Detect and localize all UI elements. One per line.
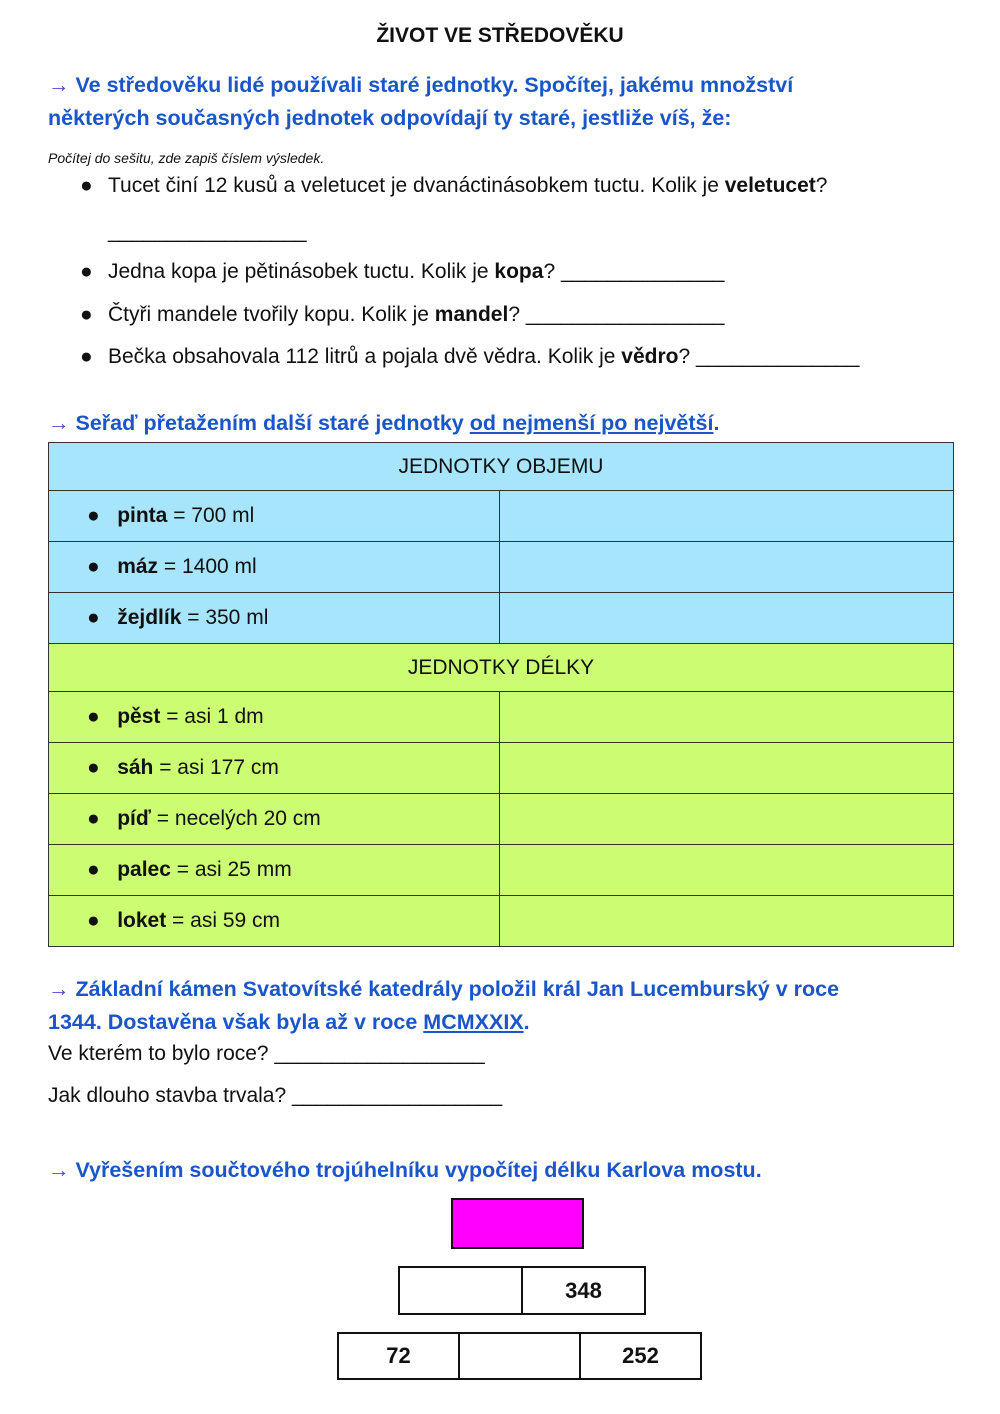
arrow-icon: → xyxy=(48,977,70,1001)
question-mark: ? xyxy=(543,260,561,283)
heading-text: Základní kámen Svatovítské katedrály položil král Jan Lucemburský v roce xyxy=(75,977,840,1001)
table-row xyxy=(49,692,954,743)
heading-text: Ve středověku lidé používali staré jednotky. Spočítej, jakému množství xyxy=(75,73,794,97)
question-year xyxy=(48,1042,485,1066)
question-kopa xyxy=(80,260,724,284)
bullet-icon: ● xyxy=(80,174,93,197)
answer-blank-duration[interactable]: __________________ xyxy=(291,1084,503,1107)
question-vedro xyxy=(80,345,859,369)
unit-card-palec[interactable]: ● palec = asi 25 mm xyxy=(49,845,500,896)
unit-value: = asi 1 dm xyxy=(160,705,264,728)
question-text: Jak dlouho stavba trvala? xyxy=(48,1084,292,1107)
unit-value: = necelých 20 cm xyxy=(150,807,321,830)
answer-blank-vedro[interactable]: ______________ xyxy=(695,345,860,368)
unit-name: máz xyxy=(117,555,159,578)
arrow-icon: → xyxy=(48,73,70,97)
question-keyword: vědro xyxy=(621,345,679,368)
triangle-bottom-right: 252 xyxy=(579,1332,702,1380)
unit-card-pinta[interactable]: ● pinta = 700 ml xyxy=(49,491,500,542)
units-table xyxy=(48,442,954,947)
arrow-icon: → xyxy=(48,411,70,435)
bullet-icon: ● xyxy=(80,260,93,283)
unit-name: žejdlík xyxy=(117,606,182,629)
question-veletucet xyxy=(80,174,827,198)
triangle-middle-left[interactable] xyxy=(398,1266,523,1315)
length-header: JEDNOTKY DÉLKY xyxy=(49,644,954,692)
question-mark: ? xyxy=(508,303,526,326)
question-text: Tucet činí 12 kusů a veletucet je dvanáctinásobkem tuctu. Kolik je xyxy=(108,174,725,197)
section4-heading xyxy=(48,1154,762,1187)
heading-period: . xyxy=(713,411,720,435)
question-text: Bečka obsahovala 112 litrů a pojala dvě vědra. Kolik je xyxy=(108,345,622,368)
drop-slot[interactable] xyxy=(500,743,954,794)
unit-name: sáh xyxy=(117,756,154,779)
unit-name: palec xyxy=(117,858,171,881)
unit-value: = 700 ml xyxy=(167,504,255,527)
unit-card-pid[interactable]: ● píď = necelých 20 cm xyxy=(49,794,500,845)
triangle-middle-right: 348 xyxy=(521,1266,646,1315)
volume-header: JEDNOTKY OBJEMU xyxy=(49,443,954,491)
triangle-bottom-middle[interactable] xyxy=(458,1332,581,1380)
drop-slot[interactable] xyxy=(500,845,954,896)
question-mark: ? xyxy=(815,174,828,197)
question-duration xyxy=(48,1084,502,1108)
table-row xyxy=(49,491,954,542)
unit-name: loket xyxy=(117,909,167,932)
heading-text: některých současných jednotek odpovídají ty staré, jestliže víš, že: xyxy=(48,106,732,130)
unit-value: = 1400 ml xyxy=(158,555,257,578)
table-row xyxy=(49,794,954,845)
question-keyword: veletucet xyxy=(724,174,816,197)
heading-underlined-text: MCMXXIX xyxy=(423,1010,524,1034)
heading-underlined-text: od nejmenší po největší xyxy=(469,411,714,435)
drop-slot[interactable] xyxy=(500,542,954,593)
question-text: Ve kterém to bylo roce? xyxy=(48,1042,275,1065)
arrow-icon: → xyxy=(48,1158,70,1182)
answer-blank-kopa[interactable]: ______________ xyxy=(560,260,725,283)
answer-blank-year[interactable]: __________________ xyxy=(274,1042,485,1065)
drop-slot[interactable] xyxy=(500,692,954,743)
unit-name: pinta xyxy=(117,504,168,527)
table-row xyxy=(49,896,954,947)
question-keyword: mandel xyxy=(434,303,509,326)
question-text: Čtyři mandele tvořily kopu. Kolik je xyxy=(108,303,435,326)
unit-name: píď xyxy=(117,807,151,830)
drop-slot[interactable] xyxy=(500,491,954,542)
drop-slot[interactable] xyxy=(500,896,954,947)
table-row xyxy=(49,593,954,644)
heading-text: Seřaď přetažením další staré jednotky xyxy=(75,411,470,435)
unit-card-loket[interactable]: ● loket = asi 59 cm xyxy=(49,896,500,947)
bullet-icon: ● xyxy=(80,303,93,326)
unit-card-pest[interactable]: ● pěst = asi 1 dm xyxy=(49,692,500,743)
section2-heading xyxy=(48,407,719,440)
unit-card-sah[interactable]: ● sáh = asi 177 cm xyxy=(49,743,500,794)
heading-period: . xyxy=(523,1010,530,1034)
drop-slot[interactable] xyxy=(500,593,954,644)
unit-value: = asi 177 cm xyxy=(153,756,279,779)
unit-card-maz[interactable]: ● máz = 1400 ml xyxy=(49,542,500,593)
question-mark: ? xyxy=(678,345,696,368)
unit-card-zejdlik[interactable]: ● žejdlík = 350 ml xyxy=(49,593,500,644)
unit-value: = asi 59 cm xyxy=(166,909,281,932)
question-text: Jedna kopa je pětinásobek tuctu. Kolik je xyxy=(108,260,495,283)
section3-heading xyxy=(48,973,839,1039)
question-mandel xyxy=(80,303,724,327)
section1-heading xyxy=(48,69,793,135)
unit-value: = 350 ml xyxy=(181,606,269,629)
answer-blank-veletucet[interactable]: _________________ xyxy=(108,220,307,243)
answer-blank-mandel[interactable]: _________________ xyxy=(525,303,725,326)
table-row xyxy=(49,845,954,896)
instruction-note: Počítej do sešitu, zde zapiš číslem výsledek. xyxy=(48,150,325,166)
heading-text: 1344. Dostavěna však byla až v roce xyxy=(48,1010,424,1034)
table-row xyxy=(49,743,954,794)
page-title: ŽIVOT VE STŘEDOVĚKU xyxy=(376,24,624,47)
drop-slot[interactable] xyxy=(500,794,954,845)
heading-text: Vyřešením součtového trojúhelníku vypočítej délku Karlova mostu. xyxy=(75,1158,762,1182)
bullet-icon: ● xyxy=(80,345,93,368)
triangle-top-answer[interactable] xyxy=(451,1198,584,1249)
question-keyword: kopa xyxy=(494,260,544,283)
unit-name: pěst xyxy=(117,705,161,728)
triangle-bottom-left: 72 xyxy=(337,1332,460,1380)
table-row xyxy=(49,542,954,593)
unit-value: = asi 25 mm xyxy=(170,858,292,881)
